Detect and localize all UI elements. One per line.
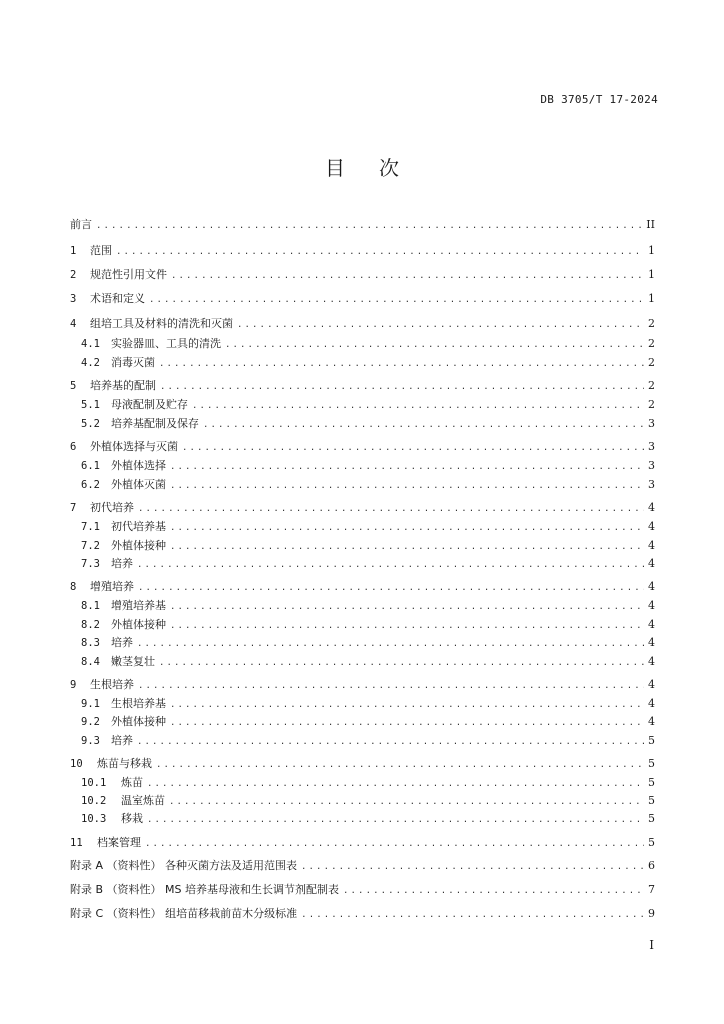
toc-number: 9.1 bbox=[81, 698, 100, 710]
toc-page: 5 bbox=[648, 734, 655, 747]
toc-entry-6-1[interactable] bbox=[81, 458, 655, 474]
toc-number: 10.2 bbox=[81, 795, 107, 807]
dot-leader bbox=[170, 618, 644, 634]
dot-leader bbox=[137, 557, 644, 573]
toc-label: 外植体接种 bbox=[111, 539, 166, 552]
dot-leader bbox=[159, 356, 644, 372]
toc-label: 外植体选择与灭菌 bbox=[90, 440, 178, 453]
dot-leader bbox=[156, 757, 644, 773]
toc-entry-1[interactable] bbox=[70, 243, 655, 259]
toc-label: 母液配制及贮存 bbox=[111, 398, 188, 411]
toc-number: 3 bbox=[70, 293, 77, 305]
toc-entry-7[interactable] bbox=[70, 500, 655, 516]
dot-leader bbox=[116, 244, 644, 260]
dot-leader bbox=[147, 776, 644, 792]
toc-label: 附录 C （资料性） 组培苗移栽前苗木分级标准 bbox=[70, 907, 298, 920]
dot-leader bbox=[170, 599, 644, 615]
toc-number: 6.2 bbox=[81, 479, 100, 491]
toc-entry-8[interactable] bbox=[70, 579, 655, 595]
toc-label: 温室炼苗 bbox=[121, 794, 165, 807]
toc-entry-8-1[interactable] bbox=[81, 598, 655, 614]
toc-page: 4 bbox=[648, 580, 655, 593]
toc-page: 4 bbox=[648, 618, 655, 631]
toc-label: 附录 A （资料性） 各种灭菌方法及适用范围表 bbox=[70, 859, 298, 872]
toc-label: 外植体接种 bbox=[111, 715, 166, 728]
toc-page: 4 bbox=[648, 655, 655, 668]
toc-page: 2 bbox=[648, 337, 655, 350]
toc-label: 消毒灭菌 bbox=[111, 356, 155, 369]
toc-label: 生根培养 bbox=[90, 678, 134, 691]
toc-label: 附录 B （资料性） MS 培养基母液和生长调节剂配制表 bbox=[70, 883, 340, 896]
toc-entry-2[interactable] bbox=[70, 267, 655, 283]
toc-entry-11[interactable] bbox=[70, 835, 655, 851]
toc-entry-foreword[interactable] bbox=[70, 217, 655, 233]
toc-label: 前言 bbox=[70, 218, 92, 231]
toc-label: 外植体接种 bbox=[111, 618, 166, 631]
toc-page: 4 bbox=[648, 557, 655, 570]
toc-page: 3 bbox=[648, 417, 655, 430]
dot-leader bbox=[301, 907, 644, 923]
toc-entry-9-1[interactable] bbox=[81, 696, 655, 712]
toc-label: 增殖培养 bbox=[90, 580, 134, 593]
toc-entry-6-2[interactable] bbox=[81, 477, 655, 493]
toc-number: 4.1 bbox=[81, 338, 100, 350]
document-code: DB 3705/T 17-2024 bbox=[540, 93, 658, 106]
dot-leader bbox=[203, 417, 644, 433]
toc-entry-10[interactable] bbox=[70, 756, 655, 772]
toc-label: 实验器皿、工具的清洗 bbox=[111, 337, 221, 350]
toc-entry-5-1[interactable] bbox=[81, 397, 655, 413]
dot-leader bbox=[343, 883, 644, 899]
toc-entry-9[interactable] bbox=[70, 677, 655, 693]
toc-number: 8.4 bbox=[81, 656, 100, 668]
dot-leader bbox=[192, 398, 644, 414]
toc-label: 外植体灭菌 bbox=[111, 478, 166, 491]
toc-page: 4 bbox=[648, 501, 655, 514]
toc-number: 8.2 bbox=[81, 619, 100, 631]
dot-leader bbox=[160, 379, 644, 395]
toc-entry-5-2[interactable] bbox=[81, 416, 655, 432]
toc-number: 4 bbox=[70, 318, 77, 330]
toc-number: 10.1 bbox=[81, 777, 107, 789]
dot-leader bbox=[138, 678, 644, 694]
dot-leader bbox=[171, 268, 644, 284]
toc-entry-5[interactable] bbox=[70, 378, 655, 394]
toc-number: 10 bbox=[70, 758, 83, 770]
toc-label: 炼苗 bbox=[121, 776, 143, 789]
dot-leader bbox=[147, 812, 644, 828]
toc-page: 4 bbox=[648, 539, 655, 552]
toc-number: 9.2 bbox=[81, 716, 100, 728]
toc-entry-appendix-b[interactable] bbox=[70, 882, 655, 898]
toc-number: 6 bbox=[70, 441, 77, 453]
toc-page: 4 bbox=[648, 636, 655, 649]
dot-leader bbox=[170, 715, 644, 731]
toc-entry-9-2[interactable] bbox=[81, 714, 655, 730]
toc-entry-10-2[interactable] bbox=[81, 793, 655, 809]
dot-leader bbox=[149, 292, 644, 308]
toc-entry-7-2[interactable] bbox=[81, 538, 655, 554]
toc-entry-7-1[interactable] bbox=[81, 519, 655, 535]
toc-page: 1 bbox=[648, 244, 655, 257]
toc-number: 8.1 bbox=[81, 600, 100, 612]
toc-entry-8-3[interactable] bbox=[81, 635, 655, 651]
toc-number: 4.2 bbox=[81, 357, 100, 369]
toc-number: 5 bbox=[70, 380, 77, 392]
toc-page: 1 bbox=[648, 268, 655, 281]
toc-label: 炼苗与移栽 bbox=[97, 757, 152, 770]
dot-leader bbox=[138, 580, 644, 596]
toc-entry-appendix-a[interactable] bbox=[70, 858, 655, 874]
dot-leader bbox=[96, 218, 643, 234]
toc-page: 2 bbox=[648, 317, 655, 330]
toc-number: 8 bbox=[70, 581, 77, 593]
dot-leader bbox=[137, 734, 644, 750]
page-number: I bbox=[649, 938, 654, 952]
dot-leader bbox=[237, 317, 644, 333]
dot-leader bbox=[170, 459, 644, 475]
toc-entry-8-4[interactable] bbox=[81, 654, 655, 670]
toc-entry-9-3[interactable] bbox=[81, 733, 655, 749]
toc-page: 4 bbox=[648, 520, 655, 533]
toc-label: 初代培养基 bbox=[111, 520, 166, 533]
toc-entry-8-2[interactable] bbox=[81, 617, 655, 633]
dot-leader bbox=[138, 501, 644, 517]
toc-number: 11 bbox=[70, 837, 83, 849]
toc-label: 移栽 bbox=[121, 812, 143, 825]
toc-number: 7.2 bbox=[81, 540, 100, 552]
dot-leader bbox=[170, 697, 644, 713]
toc-entry-6[interactable] bbox=[70, 439, 655, 455]
toc-page: 5 bbox=[648, 836, 655, 849]
toc-page: 9 bbox=[648, 907, 655, 920]
toc-label: 培养 bbox=[111, 734, 133, 747]
toc-entry-4-1[interactable] bbox=[81, 336, 655, 352]
toc-entry-10-1[interactable] bbox=[81, 775, 655, 791]
title-char-1: 目 bbox=[325, 156, 345, 180]
toc-number: 7 bbox=[70, 502, 77, 514]
toc-label: 增殖培养基 bbox=[111, 599, 166, 612]
toc-number: 8.3 bbox=[81, 637, 100, 649]
toc-page: 1 bbox=[648, 292, 655, 305]
toc-page: 7 bbox=[648, 883, 655, 896]
toc-page: 3 bbox=[648, 459, 655, 472]
toc-page: 4 bbox=[648, 697, 655, 710]
toc-label: 培养基配制及保存 bbox=[111, 417, 199, 430]
toc-page: II bbox=[646, 218, 655, 231]
toc-entry-4[interactable] bbox=[70, 316, 655, 332]
toc-number: 5.1 bbox=[81, 399, 100, 411]
toc-page: 2 bbox=[648, 356, 655, 369]
toc-number: 7.3 bbox=[81, 558, 100, 570]
dot-leader bbox=[169, 794, 644, 810]
page-title bbox=[0, 152, 724, 181]
dot-leader bbox=[137, 636, 644, 652]
toc-page: 4 bbox=[648, 599, 655, 612]
toc-page: 2 bbox=[648, 398, 655, 411]
dot-leader bbox=[145, 836, 644, 852]
toc-number: 9 bbox=[70, 679, 77, 691]
toc-page: 4 bbox=[648, 678, 655, 691]
toc-label: 生根培养基 bbox=[111, 697, 166, 710]
toc-page: 3 bbox=[648, 478, 655, 491]
toc-entry-10-3[interactable] bbox=[81, 811, 655, 827]
toc-number: 7.1 bbox=[81, 521, 100, 533]
toc-entry-7-3[interactable] bbox=[81, 556, 655, 572]
toc-number: 2 bbox=[70, 269, 77, 281]
toc-entry-4-2[interactable] bbox=[81, 355, 655, 371]
toc-label: 规范性引用文件 bbox=[90, 268, 167, 281]
toc-page: 2 bbox=[648, 379, 655, 392]
dot-leader bbox=[301, 859, 644, 875]
toc-number: 6.1 bbox=[81, 460, 100, 472]
toc-label: 术语和定义 bbox=[90, 292, 145, 305]
toc-label: 档案管理 bbox=[97, 836, 141, 849]
dot-leader bbox=[182, 440, 644, 456]
toc-label: 培养 bbox=[111, 557, 133, 570]
toc-page: 3 bbox=[648, 440, 655, 453]
dot-leader bbox=[170, 539, 644, 555]
toc-entry-3[interactable] bbox=[70, 291, 655, 307]
toc-page: 5 bbox=[648, 812, 655, 825]
toc-entry-appendix-c[interactable] bbox=[70, 906, 655, 922]
toc-number: 9.3 bbox=[81, 735, 100, 747]
toc-page: 4 bbox=[648, 715, 655, 728]
toc-page: 5 bbox=[648, 776, 655, 789]
toc-label: 培养基的配制 bbox=[90, 379, 156, 392]
toc-label: 培养 bbox=[111, 636, 133, 649]
toc-page: 6 bbox=[648, 859, 655, 872]
toc-label: 外植体选择 bbox=[111, 459, 166, 472]
toc-label: 范围 bbox=[90, 244, 112, 257]
toc-number: 1 bbox=[70, 245, 77, 257]
toc-page: 5 bbox=[648, 757, 655, 770]
toc-label: 初代培养 bbox=[90, 501, 134, 514]
title-char-2: 次 bbox=[379, 156, 399, 180]
dot-leader bbox=[170, 520, 644, 536]
toc-number: 5.2 bbox=[81, 418, 100, 430]
toc-number: 10.3 bbox=[81, 813, 107, 825]
dot-leader bbox=[225, 337, 644, 353]
dot-leader bbox=[170, 478, 644, 494]
toc-label: 嫩茎复壮 bbox=[111, 655, 155, 668]
toc-page: 5 bbox=[648, 794, 655, 807]
dot-leader bbox=[159, 655, 644, 671]
toc-label: 组培工具及材料的清洗和灭菌 bbox=[90, 317, 233, 330]
